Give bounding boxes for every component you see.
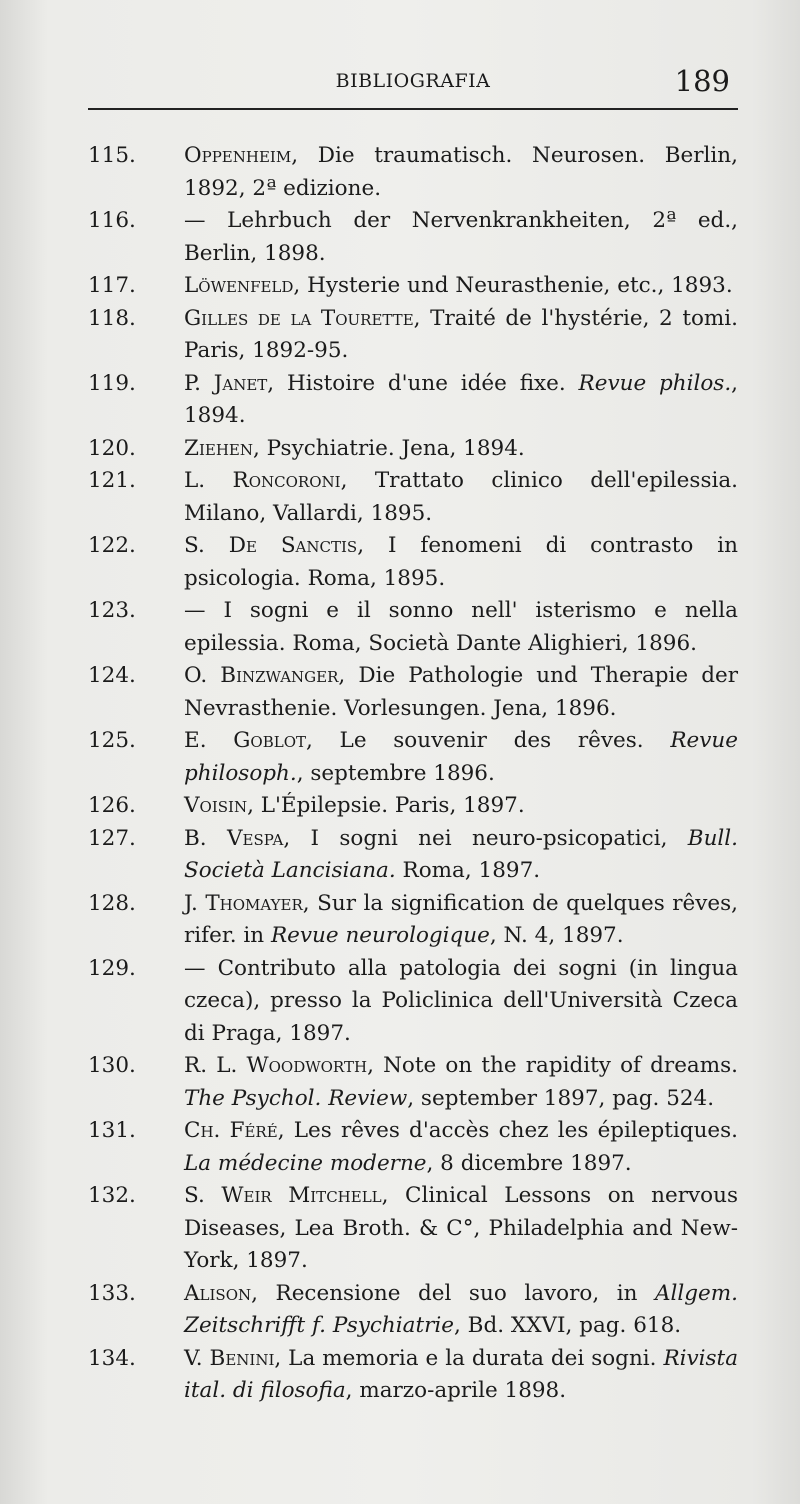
bibliography-entry	[88, 823, 738, 888]
author-name: Roncoroni	[232, 468, 341, 493]
author-name: Ch. Féré	[184, 1118, 278, 1143]
citation-text: , Die traumatisch. Neurosen. Berlin, 1892, 2ª edizione.	[184, 143, 738, 201]
bibliography-entry	[88, 205, 738, 270]
journal-title: The Psychol. Review	[184, 1085, 408, 1111]
citation-text: , Trattato clinico dell'epilessia. Milano, Vallardi, 1895.	[184, 468, 739, 526]
entry-number: 131.	[88, 1118, 136, 1143]
citation-text: — Contributo alla patologia dei sogni (in lingua czeca), presso la Policlinica dell'Università Czeca di Praga, 1897.	[184, 955, 738, 1046]
bibliography-entry	[88, 725, 738, 790]
journal-title: Revue philos.	[578, 370, 732, 396]
journal-title: Rivista ital. di filosofia	[184, 1345, 739, 1403]
bibliography-entry	[88, 530, 738, 595]
entry-text	[184, 468, 738, 526]
bibliography-entry	[88, 595, 738, 660]
citation-text: V.	[184, 1345, 210, 1371]
citation-text: , Bd. XXVI, pag. 618.	[454, 1313, 682, 1338]
citation-text: , I sogni nei neuro-psicopatici,	[283, 825, 688, 851]
bibliography-entry	[88, 660, 738, 725]
entry-number: 115.	[88, 143, 136, 168]
entry-number: 122.	[88, 533, 136, 558]
entry-text	[184, 663, 738, 721]
page-header	[88, 62, 738, 112]
entry-text	[184, 891, 738, 949]
author-name: Weir Mitchell	[221, 1183, 382, 1208]
entry-number: 124.	[88, 663, 136, 688]
citation-text: , Les rêves d'accès chez les épileptiques.	[277, 1118, 739, 1143]
entry-text	[184, 956, 738, 1046]
entry-text	[184, 533, 738, 591]
entry-number: 123.	[88, 598, 136, 623]
citation-text: , Note on the rapidity of dreams.	[367, 1053, 738, 1078]
author-name: Woodworth	[246, 1053, 368, 1078]
running-title: BIBLIOGRAFIA	[335, 70, 491, 92]
citation-text: — I sogni e il sonno nell' isterismo e nella epilessia. Roma, Società Dante Alighieri, 1896.	[184, 598, 738, 656]
entry-number: 120.	[88, 435, 136, 461]
citation-text: L.	[184, 468, 233, 493]
entry-text	[184, 728, 738, 786]
journal-title: Bull. Società Lancisiana.	[184, 825, 738, 883]
entry-text	[184, 1346, 738, 1404]
citation-text: P.	[184, 370, 214, 396]
author-name: Thomayer	[205, 890, 303, 916]
entry-text	[184, 273, 733, 298]
citation-text: Roma, 1897.	[395, 858, 541, 883]
bibliography-entry	[88, 303, 738, 368]
entry-text	[184, 371, 738, 429]
entry-text	[184, 1183, 738, 1273]
entry-number: 129.	[88, 955, 136, 981]
entry-number: 126.	[88, 793, 136, 818]
citation-text: , Clinical Lessons on nervous Diseases, Lea Broth. & C°, Philadelphia and New-York, 1897.	[184, 1183, 738, 1273]
citation-text: , La memoria e la durata dei sogni.	[274, 1345, 664, 1371]
author-name: Janet	[213, 370, 268, 396]
citation-text: B.	[184, 825, 227, 851]
bibliography-entry	[88, 465, 738, 530]
citation-text: , september 1897, pag. 524.	[407, 1085, 715, 1111]
citation-text: , I fenomeni di contrasto in psicologia. Roma, 1895.	[184, 533, 738, 591]
author-name: Goblot	[233, 728, 307, 753]
citation-text: , Psychiatrie. Jena, 1894.	[252, 435, 525, 461]
author-name: Gilles de la Tourette	[184, 305, 414, 331]
entry-number: 133.	[88, 1280, 136, 1306]
citation-text: J.	[184, 890, 206, 916]
entry-text	[184, 436, 525, 461]
citation-text: , Traité de l'hystérie, 2 tomi. Paris, 1892-95.	[184, 305, 739, 363]
citation-text: , 8 dicembre 1897.	[426, 1150, 632, 1176]
journal-title: Revue philosoph.	[184, 728, 738, 786]
citation-text: , Histoire d'une idée fixe.	[267, 370, 579, 396]
entry-text	[184, 826, 738, 884]
entry-number: 130.	[88, 1053, 136, 1078]
bibliography-entry	[88, 433, 738, 466]
citation-text: , Die Pathologie und Therapie der Nevrasthenie. Vorlesungen. Jena, 1896.	[184, 663, 738, 721]
entry-text	[184, 1281, 738, 1339]
entry-number: 127.	[88, 825, 136, 851]
entry-number: 119.	[88, 370, 136, 396]
entry-number: 128.	[88, 890, 136, 916]
entry-number: 116.	[88, 208, 136, 233]
entry-number: 121.	[88, 468, 136, 493]
citation-text: , Sur la signification de quelques rêves, rifer. in	[184, 890, 738, 948]
author-name: Oppenheim	[184, 143, 292, 168]
citation-text: , L'Épilepsie. Paris, 1897.	[247, 793, 525, 818]
journal-title: Allgem. Zeitschrifft f. Psychiatrie	[184, 1280, 738, 1338]
bibliography-entry	[88, 140, 738, 205]
bibliography-entry	[88, 1050, 738, 1115]
author-name: Binzwanger	[220, 663, 339, 688]
entry-text	[184, 1053, 738, 1111]
entry-number: 132.	[88, 1183, 136, 1208]
citation-text: S.	[184, 1183, 222, 1208]
journal-title: La médecine moderne	[184, 1150, 427, 1176]
entry-text	[184, 598, 738, 656]
citation-text: , marzo-aprile 1898.	[345, 1378, 567, 1403]
bibliography-entry	[88, 1343, 738, 1408]
author-name: Ziehen	[184, 435, 253, 461]
bibliography-entry	[88, 953, 738, 1051]
entry-text	[184, 306, 738, 364]
author-name: Alison	[184, 1280, 252, 1306]
header-rule	[88, 108, 738, 110]
citation-text: , Recensione del suo lavoro, in	[251, 1280, 655, 1306]
citation-text: , Hysterie und Neurasthenie, etc., 1893.	[293, 273, 733, 298]
citation-text: , septembre 1896.	[296, 760, 495, 786]
citation-text: — Lehrbuch der Nervenkrankheiten, 2ª ed., Berlin, 1898.	[184, 208, 738, 266]
entry-number: 134.	[88, 1345, 136, 1371]
citation-text: R. L.	[184, 1053, 247, 1078]
entry-number: 125.	[88, 728, 136, 753]
entry-number: 117.	[88, 273, 136, 298]
citation-text: O.	[184, 663, 221, 688]
bibliography-entry	[88, 368, 738, 433]
bibliography-entry	[88, 790, 738, 823]
entry-text	[184, 143, 738, 201]
citation-text: S.	[184, 533, 229, 558]
entry-number: 118.	[88, 305, 136, 331]
page-number: 189	[674, 64, 730, 98]
author-name: Vespa	[227, 825, 284, 851]
author-name: Benini	[209, 1345, 275, 1371]
citation-text: , Le souvenir des rêves.	[306, 728, 671, 753]
bibliography-entry	[88, 1180, 738, 1278]
entry-text	[184, 793, 525, 818]
entry-text	[184, 208, 738, 266]
citation-text: E.	[184, 728, 234, 753]
author-name: De Sanctis	[228, 533, 358, 558]
entry-text	[184, 1118, 738, 1176]
bibliography-entry	[88, 1115, 738, 1180]
author-name: Voisin	[184, 793, 248, 818]
citation-text: , N. 4, 1897.	[489, 923, 624, 948]
journal-title: Revue neurologique	[270, 923, 490, 948]
bibliography-entry	[88, 270, 738, 303]
citation-text: , 1894.	[184, 370, 739, 428]
bibliography-entry	[88, 888, 738, 953]
author-name: Löwenfeld	[184, 273, 294, 298]
bibliography-list	[88, 140, 738, 1408]
bibliography-entry	[88, 1278, 738, 1343]
